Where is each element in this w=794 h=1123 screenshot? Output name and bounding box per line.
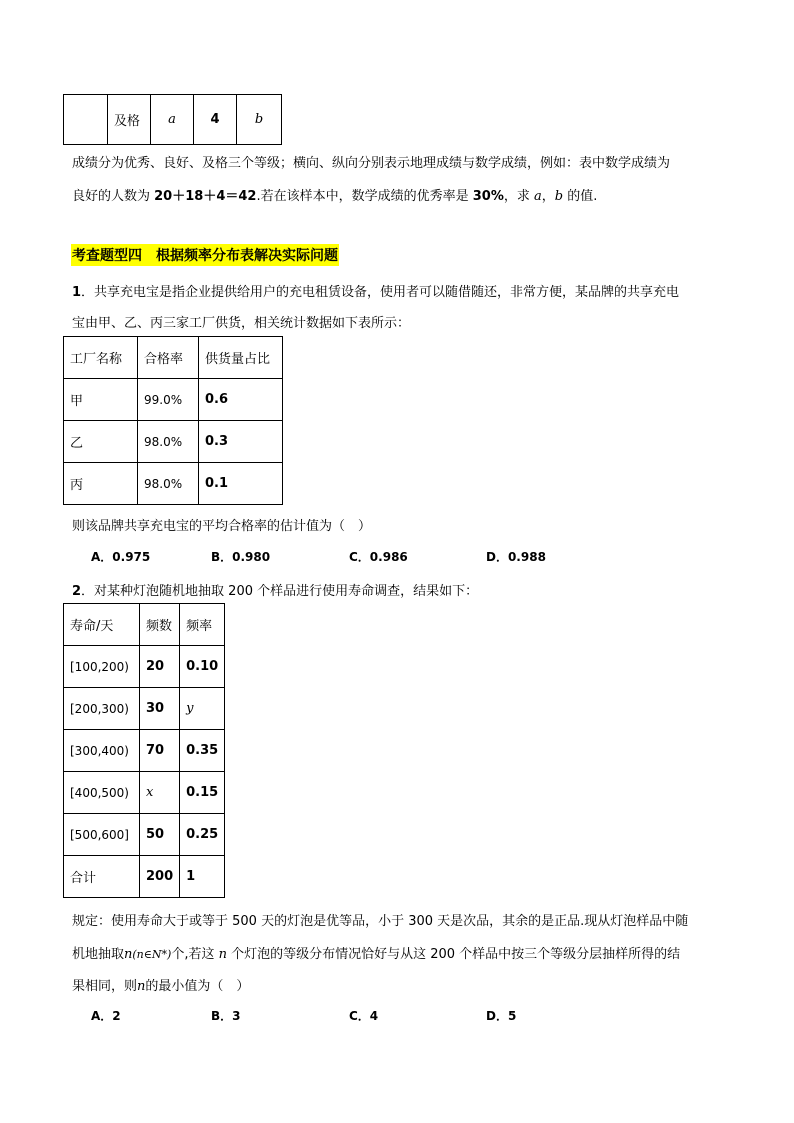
option-c[interactable]: C．0.986 [349, 550, 408, 564]
grade-table-fragment [63, 94, 282, 145]
q1-text-line-2: 宝由甲、乙、丙三家工厂供货，相关统计数据如下表所示： [72, 316, 411, 331]
text-run: 的值. [563, 189, 598, 204]
text-run: a [534, 189, 542, 204]
table-row [64, 856, 225, 898]
table-row [64, 814, 225, 856]
table-cell: 70 [140, 730, 180, 772]
column-header: 合格率 [138, 337, 199, 379]
table-cell: 99.0% [138, 379, 199, 421]
q2-rule-line-1: 规定：使用寿命大于或等于 500 天的灯泡是优等品，小于 300 天是次品，其余的是正品.现从灯泡样品中随 [72, 914, 689, 929]
table-cell: 乙 [64, 421, 138, 463]
table-cell: 98.0% [138, 463, 199, 505]
table-header-row [64, 604, 225, 646]
table-cell: 1 [180, 856, 225, 898]
table-cell: 丙 [64, 463, 138, 505]
intro-line-1: 成绩分为优秀、良好、及格三个等级；横向、纵向分别表示地理成绩与数学成绩，例如：表中数学成绩为 [72, 156, 671, 171]
text-run: .若在该样本中，数学成绩的优秀率是 [256, 189, 473, 204]
section-heading: 考查题型四 根据频率分布表解决实际问题 [71, 244, 339, 266]
option-b[interactable]: B．3 [211, 1009, 241, 1023]
table-header-row [64, 337, 283, 379]
table-cell: 0.6 [199, 379, 283, 421]
text-run: b [554, 189, 564, 204]
table-row [64, 646, 225, 688]
table-cell: [400,500) [64, 772, 140, 814]
table-cell: 20 [140, 646, 180, 688]
table-cell: 98.0% [138, 421, 199, 463]
table-cell: 200 [140, 856, 180, 898]
question-number: 1 [72, 285, 82, 300]
table-cell: [200,300) [64, 688, 140, 730]
factory-table [63, 336, 283, 505]
column-header: 寿命/天 [64, 604, 140, 646]
table-row [64, 730, 225, 772]
text-run: 机地抽取 [72, 947, 125, 962]
table-cell: 0.15 [180, 772, 225, 814]
table-cell: 4 [194, 95, 237, 145]
text-run: ，求 [503, 189, 534, 204]
intro-line-2 [72, 185, 597, 204]
q1-text-line-1 [72, 281, 679, 300]
table-row [64, 772, 225, 814]
option-a[interactable]: A．2 [91, 1009, 121, 1023]
table-cell: 0.3 [199, 421, 283, 463]
table-cell: 0.1 [199, 463, 283, 505]
table-cell: 及格 [108, 95, 151, 145]
text-run: n [124, 947, 133, 962]
q2-rule-line-2 [72, 943, 680, 962]
text-run: (n∈N*) [132, 948, 172, 961]
table-cell: 30 [140, 688, 180, 730]
table-cell: 0.10 [180, 646, 225, 688]
table-cell: [500,600] [64, 814, 140, 856]
table-row [64, 421, 283, 463]
text-run: 的最小值为（ ） [145, 979, 250, 994]
option-a[interactable]: A．0.975 [91, 550, 151, 564]
option-c[interactable]: C．4 [349, 1009, 379, 1023]
table-cell: 0.35 [180, 730, 225, 772]
table-row [64, 95, 282, 145]
text-run: 20＋18＋4＝42 [154, 189, 257, 204]
table-row [64, 463, 283, 505]
text-run: ， [541, 189, 555, 204]
text-run: 个灯泡的等级分布情况恰好与从这 200 个样品中按三个等级分层抽样所得的结 [226, 947, 681, 962]
table-cell: [300,400) [64, 730, 140, 772]
text-run: ．对某种灯泡随机地抽取 200 个样品进行使用寿命调查，结果如下： [81, 584, 479, 599]
table-cell: 合计 [64, 856, 140, 898]
column-header: 频数 [140, 604, 180, 646]
table-cell [64, 95, 108, 145]
column-header: 工厂名称 [64, 337, 138, 379]
table-cell: [100,200) [64, 646, 140, 688]
table-cell: a [151, 95, 194, 145]
text-run: 30% [472, 189, 504, 204]
text-run: 良好的人数为 [72, 189, 155, 204]
column-header: 频率 [180, 604, 225, 646]
table-row [64, 688, 225, 730]
question-number: 2 [72, 584, 82, 599]
table-cell: 甲 [64, 379, 138, 421]
option-d[interactable]: D．0.988 [486, 550, 546, 564]
text-run: n [137, 979, 146, 994]
text-run: 个,若这 [171, 947, 219, 962]
lifespan-table [63, 603, 225, 898]
text-run: 果相同，则 [72, 979, 138, 994]
table-cell: x [140, 772, 180, 814]
table-cell: 0.25 [180, 814, 225, 856]
q1-question: 则该品牌共享充电宝的平均合格率的估计值为（ ） [72, 519, 372, 534]
table-cell: 50 [140, 814, 180, 856]
table-cell: y [180, 688, 225, 730]
text-run: ．共享充电宝是指企业提供给用户的充电租赁设备，使用者可以随借随还，非常方便，某品牌的共享充电 [81, 285, 680, 300]
option-d[interactable]: D．5 [486, 1009, 517, 1023]
q2-rule-line-3 [72, 975, 249, 994]
q2-text [72, 580, 478, 599]
column-header: 供货量占比 [199, 337, 283, 379]
table-row [64, 379, 283, 421]
table-cell: b [237, 95, 282, 145]
option-b[interactable]: B．0.980 [211, 550, 271, 564]
text-run: n [218, 947, 227, 962]
